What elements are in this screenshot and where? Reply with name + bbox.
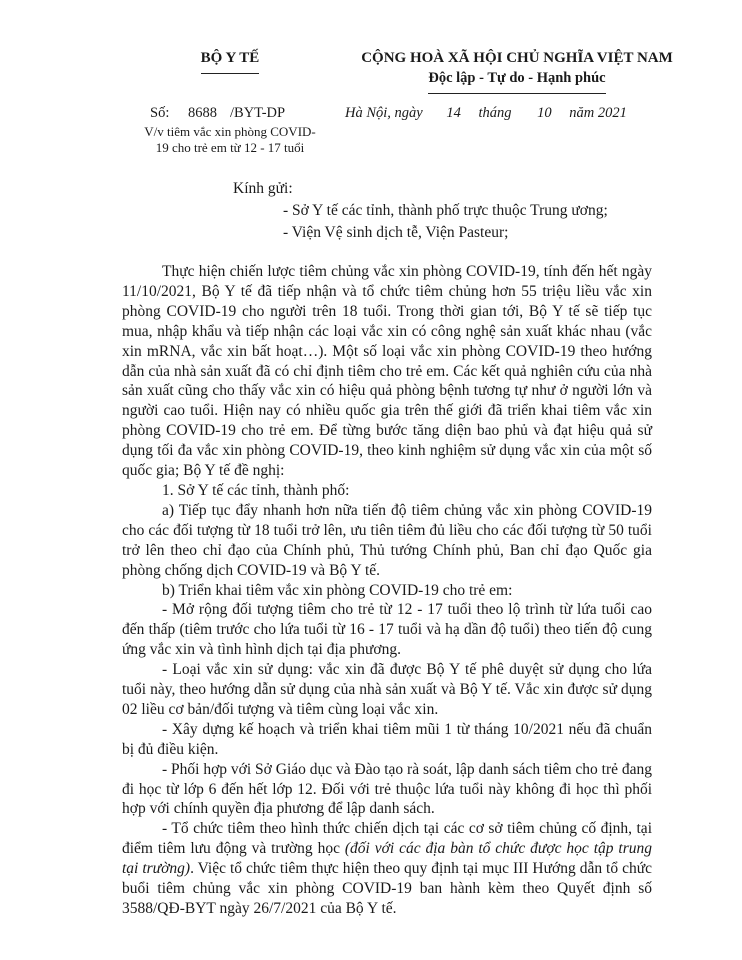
agency-underline bbox=[201, 73, 259, 74]
number-value: 8688 bbox=[188, 105, 217, 121]
subject-line-2: 19 cho trẻ em từ 12 - 17 tuổi bbox=[155, 140, 305, 155]
document-subject bbox=[138, 124, 322, 156]
item-1: 1. Sở Y tế các tỉnh, thành phố: bbox=[162, 481, 350, 499]
intro-paragraph: Thực hiện chiến lược tiêm chủng vắc xin phòng COVID-19, tính đến hết ngày 11/10/2021, Bộ Y tế đã tiếp nhận và tổ chức tiêm chủng hơn 55 triệu liều vắc xin phòng COVID-19 cho người trên 18 tuổi. Trong thời gian tới, Bộ Y tế sẽ tiếp tục mua, nhập khẩu và tiếp nhận các loại vắc xin có công nghệ sản xuất khác nhau (vắc xin mRNA, vắc xin bất hoạt…). Một số loại vắc xin phòng COVID-19 theo hướng dẫn của nhà sản xuất đã có chỉ định tiêm cho trẻ em. Các kết quả nghiên cứu của nhà sản xuất cũng cho thấy vắc xin có hiệu quả phòng bệnh tương tự như ở người lớn và người cao tuổi. Hiện nay có nhiều quốc gia trên thế giới đã triển khai tiêm vắc xin phòng COVID-19 cho trẻ em. Để từng bước tăng diện bao phủ và đạt hiệu quả sử dụng tối đa vắc xin phòng COVID-19, theo kinh nghiệm sử dụng vắc xin của một số quốc gia; Bộ Y tế đề nghị: bbox=[122, 263, 652, 480]
nation-name: CỘNG HOÀ XÃ HỘI CHỦ NGHĨA VIỆT NAM bbox=[361, 50, 673, 66]
subject-line-1: V/v tiêm vắc xin phòng COVID- bbox=[144, 124, 316, 139]
date-month-label: tháng bbox=[478, 105, 512, 121]
bullet-5-text: - Tổ chức tiêm theo hình thức chiến dịch tại các cơ sở tiêm chủng cố định, tại điểm tiêm lưu động và trường học bbox=[122, 820, 652, 858]
recipient-1: - Sở Y tế các tỉnh, thành phố trực thuộc Trung ương; bbox=[283, 202, 608, 219]
item-1b-bullet-3: - Xây dựng kế hoạch và triển khai tiêm mũi 1 từ tháng 10/2021 nếu đã chuẩn bị đủ điều kiện. bbox=[122, 720, 652, 758]
item-1b-bullet-4: - Phối hợp với Sở Giáo dục và Đào tạo rà soát, lập danh sách tiêm cho trẻ đang đi học từ lớp 6 đến hết lớp 12. Đối với trẻ thuộc lứa tuổi này không đi học thì phối hợp với chính quyền địa phương để lập danh sách. bbox=[122, 760, 652, 818]
date-month: 10 bbox=[537, 105, 552, 121]
national-heading bbox=[322, 50, 712, 94]
recipient-2: - Viện Vệ sinh dịch tễ, Viện Pasteur; bbox=[283, 224, 509, 241]
national-motto: Độc lập - Tự do - Hạnh phúc bbox=[428, 70, 606, 86]
date-line bbox=[345, 105, 627, 122]
document-number bbox=[150, 105, 285, 122]
date-place: Hà Nội, ngày bbox=[345, 105, 423, 121]
number-suffix: /BYT-DP bbox=[230, 105, 286, 121]
item-1b-bullet-5 bbox=[122, 819, 652, 919]
motto-underline bbox=[428, 93, 606, 94]
date-year: năm 2021 bbox=[569, 105, 627, 121]
bullet-5-italic: (đối với các địa bàn tổ chức được học tập trung tại trường) bbox=[122, 840, 652, 878]
bullet-5-text-end: . Việc tổ chức tiêm thực hiện theo quy định tại mục III Hướng dẫn tổ chức buổi tiêm chủng vắc xin phòng COVID-19 ban hành kèm theo Quyết định số 3588/QĐ-BYT ngày 26/7/2021 của Bộ Y tế. bbox=[122, 860, 652, 917]
document-body bbox=[122, 262, 652, 919]
item-1b-bullet-2: - Loại vắc xin sử dụng: vắc xin đã được Bộ Y tế phê duyệt sử dụng cho lứa tuổi này, theo hướng dẫn sử dụng của nhà sản xuất và Bộ Y tế. Vắc xin được sử dụng 02 liều cơ bản/đối tượng và tiêm cùng loại vắc xin. bbox=[122, 661, 652, 718]
date-day: 14 bbox=[446, 105, 461, 121]
agency-name: BỘ Y TẾ bbox=[200, 50, 260, 66]
greeting: Kính gửi: bbox=[233, 180, 293, 197]
item-1b: b) Triển khai tiêm vắc xin phòng COVID-19 cho trẻ em: bbox=[162, 581, 513, 599]
item-1b-bullet-1: - Mở rộng đối tượng tiêm cho trẻ từ 12 - 17 tuổi theo lộ trình từ lứa tuổi cao đến thấp (tiêm trước cho lứa tuổi từ 16 - 17 tuổi và hạ dần độ tuổi) theo tiến độ cung ứng vắc xin và tình hình dịch tại địa phương. bbox=[122, 601, 652, 659]
agency-block bbox=[150, 50, 310, 74]
item-1a: a) Tiếp tục đẩy nhanh hơn nữa tiến độ tiêm chủng vắc xin phòng COVID-19 cho các đối tượng từ 18 tuổi trở lên, ưu tiên tiêm đủ liều cho các đối tượng từ 50 tuổi trở lên theo chỉ đạo của Chính phủ, Thủ tướng Chính phủ, Ban chỉ đạo Quốc gia phòng chống dịch COVID-19 và Bộ Y tế. bbox=[122, 501, 652, 579]
number-label: Số: bbox=[150, 105, 170, 121]
